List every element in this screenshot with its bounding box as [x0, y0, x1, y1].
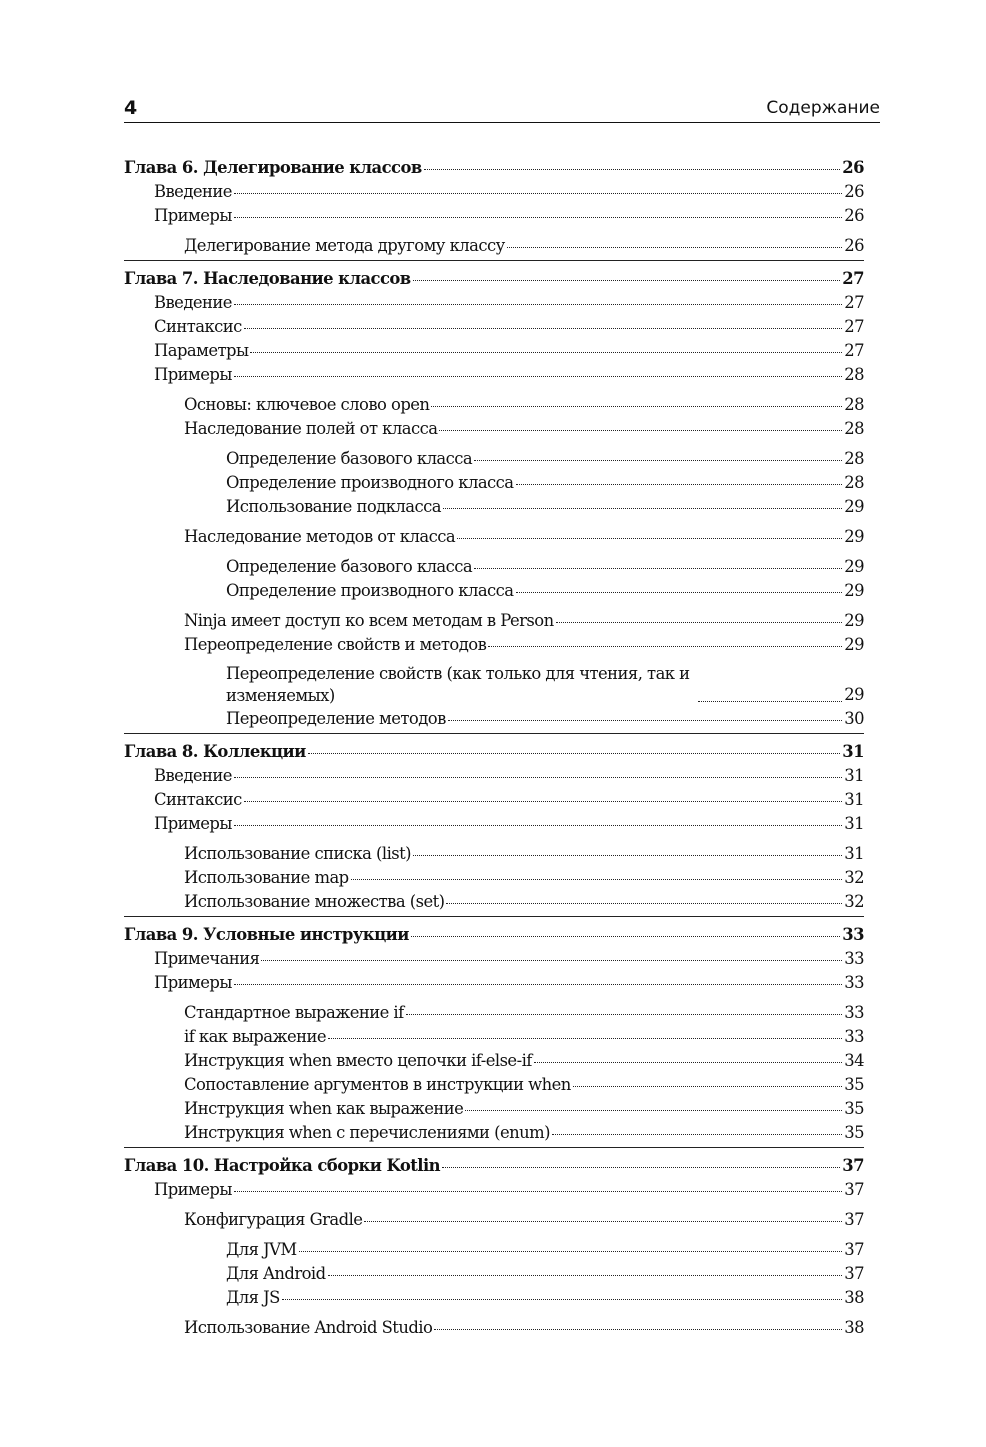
toc-entry-page: 28 [844, 419, 864, 438]
toc-entry[interactable] [124, 180, 864, 204]
toc-entry[interactable] [124, 1262, 864, 1286]
toc-entry-title: Введение [154, 182, 232, 201]
toc-entry[interactable] [124, 1097, 864, 1121]
dot-leader [234, 984, 842, 985]
toc-chapter [124, 1147, 864, 1342]
toc-entry-title: Глава 7. Наследование классов [124, 269, 411, 288]
dot-leader [299, 1251, 843, 1252]
toc-entry[interactable] [124, 393, 864, 417]
dot-leader [434, 1329, 842, 1330]
toc-entry-title: Примеры [154, 1180, 232, 1199]
dot-leader [261, 960, 842, 961]
dot-leader [234, 1191, 842, 1192]
toc-entry-title: Инструкция when вместо цепочки if-else-if [184, 1051, 532, 1070]
toc-entry[interactable] [124, 417, 864, 441]
toc-entry-page: 35 [844, 1075, 864, 1094]
toc-entry-page: 33 [844, 973, 864, 992]
toc-entry-page: 29 [844, 635, 864, 654]
toc-entry[interactable] [124, 363, 864, 387]
toc-entry-title: Инструкция when с перечислениями (enum) [184, 1123, 550, 1142]
toc-entry-title: Для Android [226, 1264, 326, 1283]
dot-leader [234, 777, 842, 778]
toc-entry-page: 29 [844, 611, 864, 630]
dot-leader [556, 622, 843, 623]
toc-entry-page: 26 [844, 206, 864, 225]
dot-leader [442, 1167, 840, 1168]
toc-entry-title: Стандартное выражение if [184, 1003, 404, 1022]
page-number: 4 [124, 97, 138, 119]
toc-entry[interactable] [124, 1286, 864, 1310]
toc-entry-page: 35 [844, 1123, 864, 1142]
toc-entry-title: Глава 10. Настройка сборки Kotlin [124, 1156, 441, 1175]
toc-entry[interactable] [124, 1049, 864, 1073]
toc-entry-title: Переопределение свойств (как только для чтения, так и изменяемых) [226, 664, 690, 705]
dot-leader [308, 753, 841, 754]
toc-entry-title: Глава 9. Условные инструкции [124, 925, 409, 944]
toc-entry-title: Примеры [154, 365, 232, 384]
toc-entry-title: Ninja имеет доступ ко всем методам в Person [184, 611, 554, 630]
toc-entry-title: Использование map [184, 868, 349, 887]
toc-entry[interactable] [124, 315, 864, 339]
toc-chapter [124, 260, 864, 733]
toc-entry-page: 29 [844, 497, 864, 516]
toc-entry[interactable] [124, 1178, 864, 1202]
toc-entry-title: Глава 8. Коллекции [124, 742, 306, 761]
toc-entry[interactable] [124, 495, 864, 519]
toc-entry-page: 29 [844, 557, 864, 576]
dot-leader [573, 1086, 842, 1087]
toc-entry[interactable] [124, 1121, 864, 1145]
toc-entry-page: 26 [844, 182, 864, 201]
toc-entry-page: 37 [842, 1156, 864, 1175]
toc-entry[interactable] [124, 447, 864, 471]
dot-leader [244, 801, 842, 802]
dot-leader [474, 460, 842, 461]
dot-leader [534, 1062, 842, 1063]
running-head: Содержание [766, 98, 880, 118]
toc-entry[interactable] [124, 1316, 864, 1340]
toc-entry-title: Глава 6. Делегирование классов [124, 158, 422, 177]
toc-entry[interactable] [124, 609, 864, 633]
toc-entry[interactable] [124, 234, 864, 258]
toc-entry[interactable] [124, 339, 864, 363]
toc-entry-title: Введение [154, 293, 232, 312]
toc-entry-title: Конфигурация Gradle [184, 1210, 363, 1229]
toc-entry-title: if как выражение [184, 1027, 327, 1046]
toc-entry-page: 28 [844, 395, 864, 414]
toc-entry[interactable] [124, 663, 864, 707]
dot-leader [439, 430, 842, 431]
toc-entry-page: 31 [844, 790, 864, 809]
dot-leader [552, 1134, 842, 1135]
toc-entry-page: 26 [844, 236, 864, 255]
toc-entry-title: Использование множества (set) [184, 892, 445, 911]
dot-leader [474, 568, 842, 569]
toc-entry-page: 33 [844, 1003, 864, 1022]
toc-entry-title: Использование подкласса [226, 497, 441, 516]
toc-entry-page: 32 [844, 892, 864, 911]
toc-entry-page: 29 [844, 527, 864, 546]
toc-entry-title: Переопределение свойств и методов [184, 635, 487, 654]
dot-leader [413, 855, 842, 856]
toc-entry-page: 28 [844, 449, 864, 468]
dot-leader [411, 936, 840, 937]
toc-entry-title: Синтаксис [154, 790, 242, 809]
toc-entry-title: Инструкция when как выражение [184, 1099, 464, 1118]
toc-entry-title: Определение базового класса [226, 557, 473, 576]
toc-chapter-heading[interactable] [124, 1154, 864, 1178]
dot-leader [234, 825, 842, 826]
toc-entry[interactable] [124, 788, 864, 812]
toc-entry-title: Наследование полей от класса [184, 419, 438, 438]
table-of-contents [124, 156, 864, 1342]
toc-entry[interactable] [124, 555, 864, 579]
dot-leader [424, 169, 841, 170]
toc-entry-title: Переопределение методов [226, 709, 446, 728]
toc-entry-page: 27 [844, 341, 864, 360]
toc-entry-page: 33 [844, 1027, 864, 1046]
toc-entry-page: 27 [842, 269, 864, 288]
dot-leader [328, 1275, 843, 1276]
toc-chapter [124, 916, 864, 1147]
dot-leader [516, 484, 843, 485]
dot-leader [443, 508, 842, 509]
toc-entry-page: 37 [844, 1180, 864, 1199]
toc-chapter [124, 733, 864, 916]
toc-entry-title: Использование списка (list) [184, 844, 412, 863]
toc-entry-page: 35 [844, 1099, 864, 1118]
dot-leader [413, 280, 841, 281]
toc-entry-title: Определение производного класса [226, 473, 514, 492]
toc-chapter-heading[interactable] [124, 267, 864, 291]
toc-entry[interactable] [124, 1238, 864, 1262]
toc-entry[interactable] [124, 1208, 864, 1232]
toc-entry-page: 31 [844, 844, 864, 863]
toc-entry-title: Делегирование метода другому классу [184, 236, 505, 255]
toc-entry-page: 31 [844, 814, 864, 833]
toc-entry-title: Параметры [154, 341, 249, 360]
toc-entry-page: 34 [844, 1051, 864, 1070]
toc-entry-page: 30 [844, 709, 864, 728]
toc-entry-page: 38 [844, 1318, 864, 1337]
dot-leader [457, 538, 842, 539]
toc-entry-page: 27 [844, 293, 864, 312]
dot-leader [234, 217, 842, 218]
toc-entry-page: 32 [844, 868, 864, 887]
toc-entry-page: 29 [844, 581, 864, 600]
toc-entry-page: 28 [844, 365, 864, 384]
dot-leader [234, 193, 842, 194]
toc-entry[interactable] [124, 204, 864, 228]
toc-chapter-heading[interactable] [124, 740, 864, 764]
toc-entry[interactable] [124, 842, 864, 866]
toc-entry-title: Введение [154, 766, 232, 785]
toc-entry-page: 28 [844, 473, 864, 492]
toc-entry-title: Синтаксис [154, 317, 242, 336]
toc-entry-title: Определение базового класса [226, 449, 473, 468]
toc-entry[interactable] [124, 525, 864, 549]
dot-leader [488, 646, 842, 647]
dot-leader [234, 304, 842, 305]
dot-leader [328, 1038, 842, 1039]
toc-chapter [124, 156, 864, 260]
toc-entry-title: Наследование методов от класса [184, 527, 456, 546]
dot-leader [516, 592, 843, 593]
toc-entry-page: 33 [842, 925, 864, 944]
dot-leader [406, 1014, 843, 1015]
toc-entry-title: Сопоставление аргументов в инструкции when [184, 1075, 571, 1094]
toc-entry-title: Примеры [154, 814, 232, 833]
toc-entry-page: 37 [844, 1240, 864, 1259]
dot-leader [431, 406, 842, 407]
toc-entry[interactable] [124, 1025, 864, 1049]
toc-entry[interactable] [124, 764, 864, 788]
dot-leader [446, 903, 842, 904]
toc-entry[interactable] [124, 471, 864, 495]
toc-entry-page: 29 [844, 685, 864, 704]
toc-entry[interactable] [124, 1073, 864, 1097]
toc-entry-page: 38 [844, 1288, 864, 1307]
page-header [124, 96, 880, 123]
toc-entry-title: Для JS [226, 1288, 280, 1307]
toc-entry[interactable] [124, 579, 864, 603]
toc-chapter-heading[interactable] [124, 923, 864, 947]
dot-leader [282, 1299, 842, 1300]
toc-entry[interactable] [124, 633, 864, 657]
dot-leader [250, 352, 842, 353]
dot-leader [507, 247, 843, 248]
toc-entry-page: 37 [844, 1264, 864, 1283]
toc-entry-title: Основы: ключевое слово open [184, 395, 430, 414]
toc-chapter-heading[interactable] [124, 156, 864, 180]
toc-entry-page: 31 [842, 742, 864, 761]
dot-leader [698, 701, 842, 702]
dot-leader [465, 1110, 842, 1111]
toc-entry-page: 37 [844, 1210, 864, 1229]
toc-entry-page: 27 [844, 317, 864, 336]
toc-entry-page: 33 [844, 949, 864, 968]
toc-entry[interactable] [124, 707, 864, 731]
toc-entry[interactable] [124, 866, 864, 890]
dot-leader [364, 1221, 842, 1222]
toc-entry-page: 26 [842, 158, 864, 177]
toc-entry-title: Примеры [154, 206, 232, 225]
toc-entry[interactable] [124, 291, 864, 315]
dot-leader [234, 376, 842, 377]
toc-entry[interactable] [124, 947, 864, 971]
toc-entry[interactable] [124, 1001, 864, 1025]
toc-entry[interactable] [124, 971, 864, 995]
toc-entry-title: Примечания [154, 949, 260, 968]
toc-entry-page: 31 [844, 766, 864, 785]
toc-entry-title: Для JVM [226, 1240, 297, 1259]
toc-entry-title: Использование Android Studio [184, 1318, 433, 1337]
toc-entry-title: Примеры [154, 973, 232, 992]
toc-entry[interactable] [124, 890, 864, 914]
dot-leader [351, 879, 843, 880]
toc-entry-title: Определение производного класса [226, 581, 514, 600]
dot-leader [448, 720, 842, 721]
dot-leader [244, 328, 842, 329]
toc-entry[interactable] [124, 812, 864, 836]
